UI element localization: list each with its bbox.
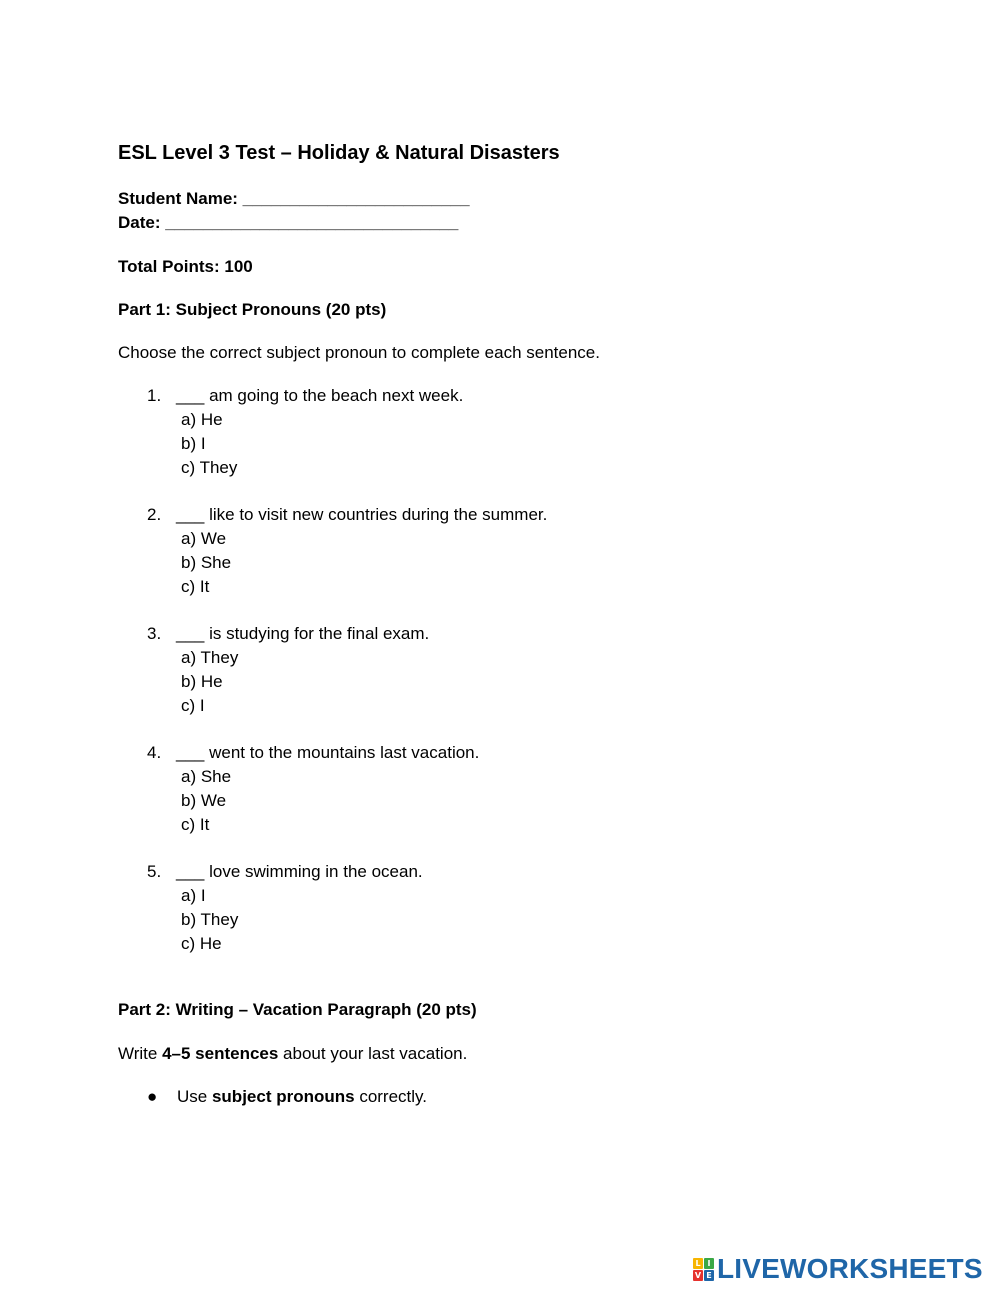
bullet-bold: subject pronouns [211, 1087, 355, 1106]
question-text: ___ love swimming in the ocean. [176, 862, 423, 881]
date-line: Date: _______________________________ [118, 213, 459, 232]
question-text: ___ like to visit new countries during the summer. [176, 505, 548, 524]
part2-instructions [118, 1044, 467, 1064]
option-2c: c) It [181, 577, 210, 596]
logo-text: LIVEWORKSHEETS [717, 1253, 983, 1284]
bullet-icon: ● [147, 1087, 158, 1106]
option-2a: a) We [181, 529, 227, 548]
option-1c: c) They [181, 458, 238, 477]
question-number: 3. [147, 624, 162, 643]
part1-instructions: Choose the correct subject pronoun to complete each sentence. [118, 343, 600, 362]
part2-bullet [147, 1087, 427, 1107]
question-4 [147, 743, 479, 763]
question-number: 4. [147, 743, 162, 762]
option-1b: b) I [181, 434, 206, 453]
question-3 [147, 624, 429, 644]
logo-letter: I [704, 1258, 714, 1269]
bullet-before: Use [177, 1087, 212, 1106]
option-2b: b) She [181, 553, 232, 572]
question-text: ___ went to the mountains last vacation. [176, 743, 480, 762]
option-3b: b) He [181, 672, 223, 691]
option-4a: a) She [181, 767, 232, 786]
instr-before: Write [118, 1044, 163, 1063]
question-text: ___ is studying for the final exam. [176, 624, 430, 643]
question-number: 1. [147, 386, 162, 405]
logo-letter: E [704, 1270, 714, 1281]
logo-letter: L [693, 1258, 703, 1269]
option-5a: a) I [181, 886, 206, 905]
question-text: ___ am going to the beach next week. [176, 386, 464, 405]
question-1 [147, 386, 463, 406]
instr-bold: 4–5 sentences [162, 1044, 279, 1063]
logo-mark-icon [693, 1258, 714, 1281]
question-number: 2. [147, 505, 162, 524]
total-points: Total Points: 100 [118, 257, 253, 276]
part2-heading: Part 2: Writing – Vacation Paragraph (20 pts) [118, 1000, 477, 1019]
page-title: ESL Level 3 Test – Holiday & Natural Disasters [118, 142, 560, 164]
option-5c: c) He [181, 934, 222, 953]
question-2 [147, 505, 547, 525]
question-number: 5. [147, 862, 162, 881]
logo-letter: V [694, 1270, 702, 1280]
option-1a: a) He [181, 410, 223, 429]
liveworksheets-logo [693, 1253, 983, 1284]
part1-heading: Part 1: Subject Pronouns (20 pts) [118, 300, 387, 319]
option-5b: b) They [181, 910, 239, 929]
instr-after: about your last vacation. [278, 1044, 468, 1063]
bullet-after: correctly. [354, 1087, 428, 1106]
student-name-line: Student Name: ________________________ [118, 189, 470, 208]
option-4c: c) It [181, 815, 210, 834]
option-3c: c) I [181, 696, 205, 715]
option-3a: a) They [181, 648, 239, 667]
question-5 [147, 862, 423, 882]
option-4b: b) We [181, 791, 227, 810]
